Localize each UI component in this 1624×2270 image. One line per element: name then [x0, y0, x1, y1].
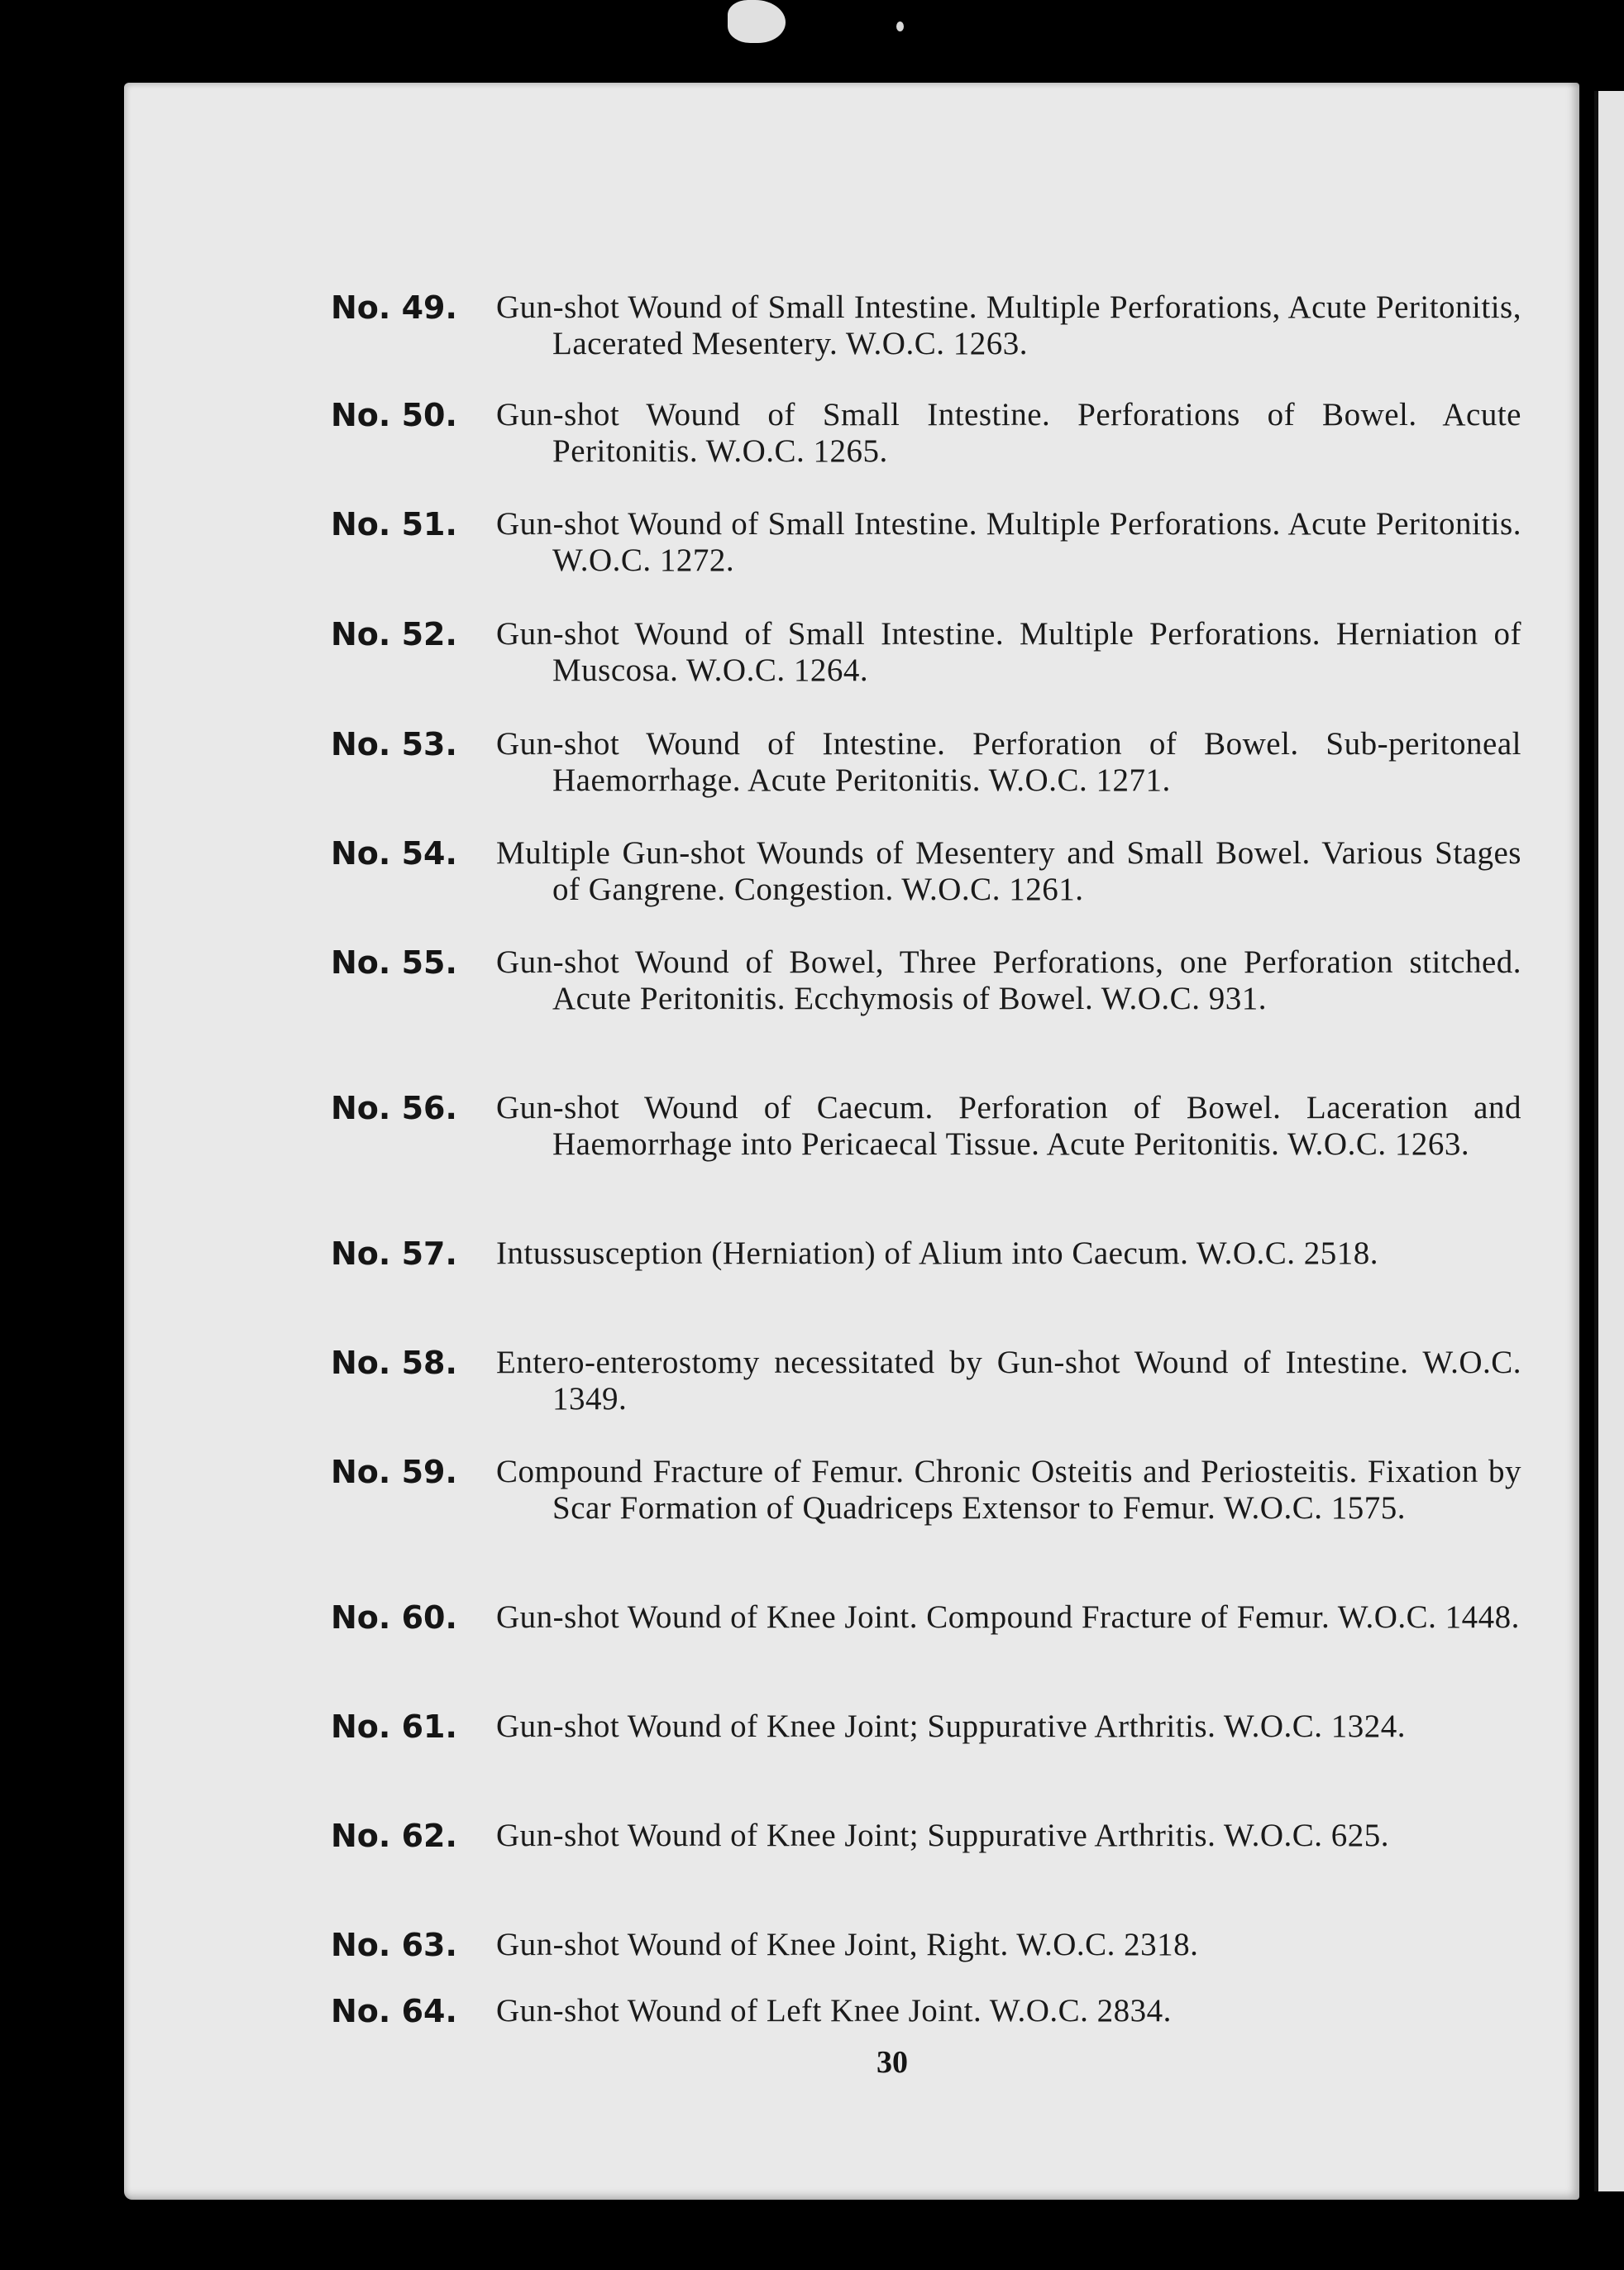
catalogue-entry	[331, 1090, 1521, 1163]
entry-description: Gun-shot Wound of Bowel, Three Perforations, one Perforation stitched. Acute Peritonitis. Ecchymosis of Bowel. W.O.C. 931.	[496, 944, 1521, 1016]
catalogue-entry	[331, 289, 1521, 362]
entry-number: No. 60.	[331, 1599, 457, 1636]
catalogue-entry	[331, 1345, 1521, 1417]
entry-number: No. 57.	[331, 1235, 457, 1272]
entry-description: Gun-shot Wound of Knee Joint; Suppurative Arthritis. W.O.C. 1324.	[496, 1708, 1407, 1744]
catalogue-entry	[331, 397, 1521, 470]
entry-description: Gun-shot Wound of Knee Joint, Right. W.O.C. 2318.	[496, 1927, 1199, 1962]
entry-number: No. 55.	[331, 944, 457, 981]
entry-number: No. 51.	[331, 506, 457, 542]
paper-speck	[896, 22, 904, 31]
entry-number: No. 61.	[331, 1708, 457, 1745]
paper-fragment	[728, 0, 786, 43]
entry-description: Gun-shot Wound of Small Intestine. Multiple Perforations, Acute Peritonitis, Lacerated Mesentery. W.O.C. 1263.	[496, 289, 1521, 361]
entry-number: No. 52.	[331, 616, 457, 652]
entry-description: Intussusception (Herniation) of Alium into Caecum. W.O.C. 2518.	[496, 1235, 1379, 1271]
entry-description: Compound Fracture of Femur. Chronic Osteitis and Periosteitis. Fixation by Scar Formation of Quadriceps Extensor to Femur. W.O.C. 1575.	[496, 1454, 1521, 1526]
entry-number: No. 58.	[331, 1345, 457, 1381]
entry-description: Gun-shot Wound of Small Intestine. Multiple Perforations. Herniation of Muscosa. W.O.C. 1264.	[496, 616, 1521, 688]
catalogue-entry	[331, 506, 1521, 579]
entry-number: No. 53.	[331, 726, 457, 762]
catalogue-entry	[331, 1927, 1521, 1963]
entry-number: No. 64.	[331, 1993, 457, 2029]
entry-description: Entero-enterostomy necessitated by Gun-shot Wound of Intestine. W.O.C. 1349.	[496, 1345, 1521, 1417]
catalogue-entry	[331, 1235, 1521, 1272]
entry-description: Gun-shot Wound of Intestine. Perforation of Bowel. Sub-peritoneal Haemorrhage. Acute Peritonitis. W.O.C. 1271.	[496, 726, 1521, 798]
catalogue-entry	[331, 616, 1521, 689]
facing-page-edge	[1594, 91, 1624, 2191]
entry-number: No. 63.	[331, 1927, 457, 1963]
entry-description: Gun-shot Wound of Caecum. Perforation of Bowel. Laceration and Haemorrhage into Pericaecal Tissue. Acute Peritonitis. W.O.C. 1263.	[496, 1090, 1521, 1162]
entry-number: No. 49.	[331, 289, 457, 326]
entry-description: Gun-shot Wound of Knee Joint. Compound Fracture of Femur. W.O.C. 1448.	[496, 1599, 1520, 1635]
entry-number: No. 59.	[331, 1454, 457, 1490]
entry-number: No. 54.	[331, 835, 457, 872]
page-number: 30	[876, 2045, 908, 2080]
entry-description: Multiple Gun-shot Wounds of Mesentery and Small Bowel. Various Stages of Gangrene. Congestion. W.O.C. 1261.	[496, 835, 1521, 907]
catalogue-entry	[331, 1818, 1521, 1854]
entry-description: Gun-shot Wound of Knee Joint; Suppurative Arthritis. W.O.C. 625.	[496, 1818, 1390, 1853]
catalogue-entry	[331, 944, 1521, 1017]
catalogue-entry	[331, 835, 1521, 908]
entry-description: Gun-shot Wound of Small Intestine. Perforations of Bowel. Acute Peritonitis. W.O.C. 1265.	[496, 397, 1521, 469]
entry-number: No. 62.	[331, 1818, 457, 1854]
catalogue-entry	[331, 1454, 1521, 1527]
catalogue-entry	[331, 1599, 1521, 1636]
entry-description: Gun-shot Wound of Small Intestine. Multiple Perforations. Acute Peritonitis. W.O.C. 1272.	[496, 506, 1521, 578]
entry-number: No. 56.	[331, 1090, 457, 1126]
catalogue-entry	[331, 1708, 1521, 1745]
entry-number: No. 50.	[331, 397, 457, 433]
entry-description: Gun-shot Wound of Left Knee Joint. W.O.C. 2834.	[496, 1993, 1172, 2029]
catalogue-entry	[331, 726, 1521, 799]
catalogue-entry	[331, 1993, 1521, 2029]
